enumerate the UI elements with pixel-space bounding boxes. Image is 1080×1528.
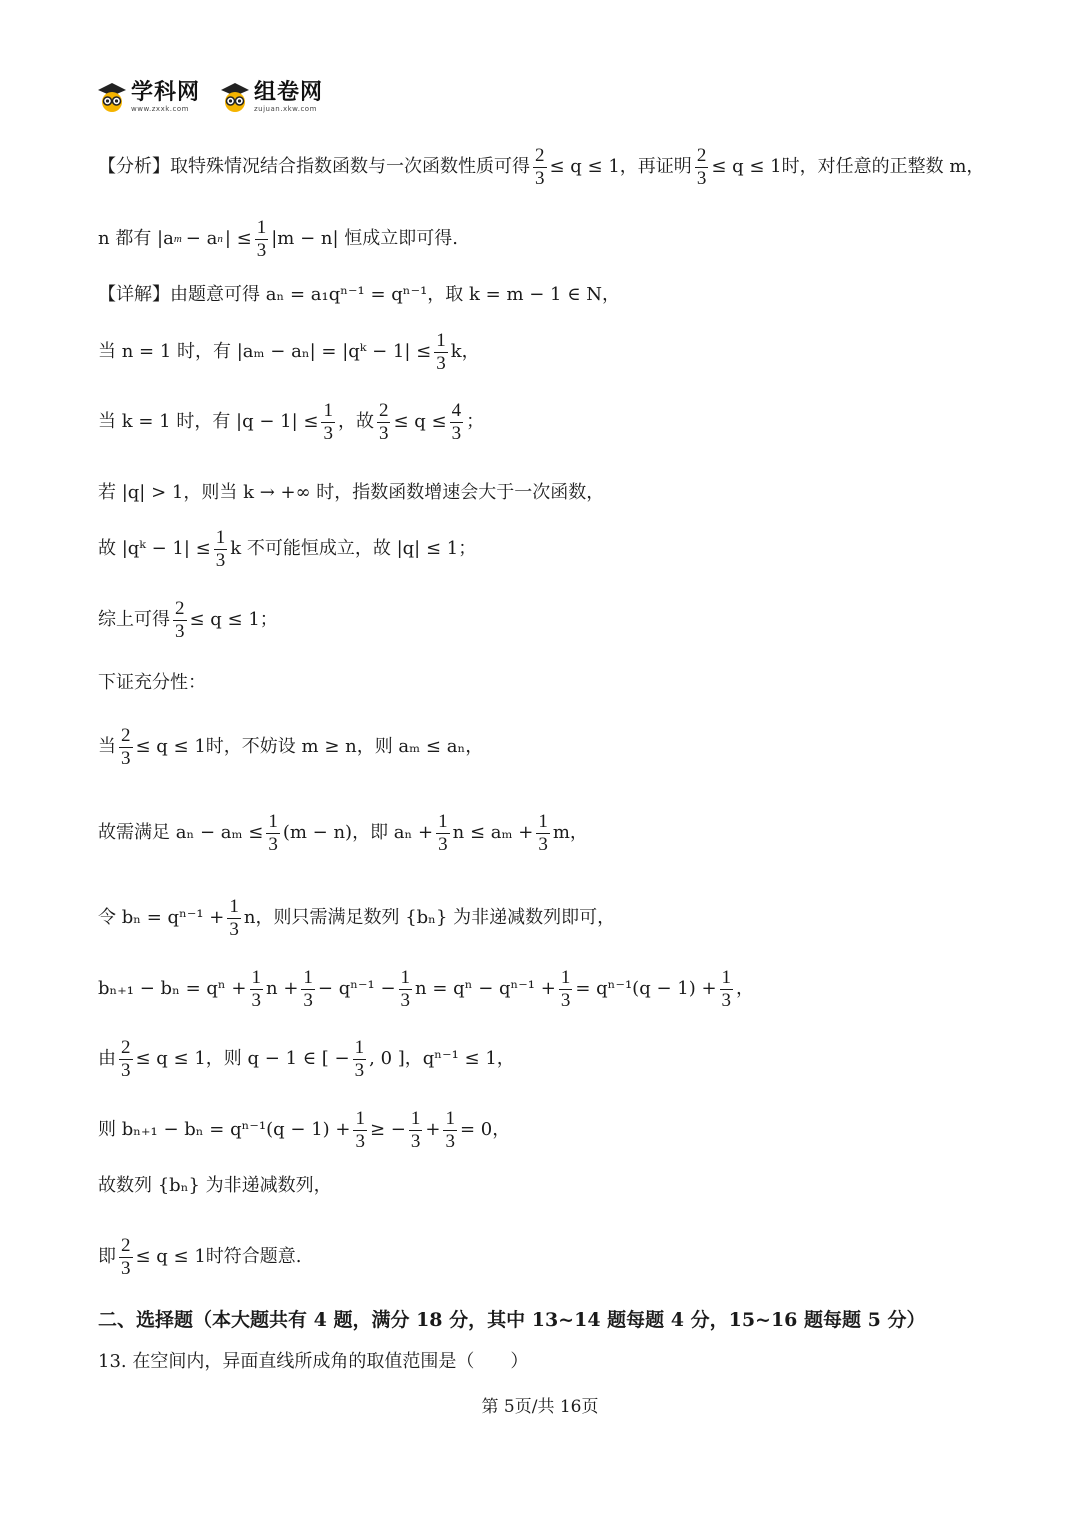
- text: ≤ q ≤ 1，再证明: [549, 156, 692, 177]
- numerator: 1: [560, 966, 571, 988]
- text: n = qⁿ − qⁿ⁻¹ +: [415, 978, 556, 999]
- text: m，: [552, 822, 588, 843]
- detail-line-2: [98, 327, 990, 377]
- text: ≤ q ≤ 1时，不妨设 m ≥ n，则 aₘ ≤ aₙ，: [135, 736, 484, 757]
- text: ≥ −: [369, 1119, 406, 1140]
- fraction: [214, 527, 228, 572]
- text: 令 bₙ = qⁿ⁻¹ +: [98, 907, 225, 928]
- numerator: 2: [121, 1036, 131, 1058]
- fraction: [399, 967, 413, 1012]
- fraction: [119, 1235, 133, 1280]
- denominator: 3: [410, 1130, 421, 1152]
- detail-line-14: [98, 1174, 990, 1198]
- text: 当 k = 1 时，有 |q − 1| ≤: [98, 411, 319, 432]
- numerator: 2: [121, 1234, 131, 1256]
- page-number: 第 5页/共 16页: [481, 1397, 599, 1417]
- denominator: 3: [438, 833, 448, 855]
- denominator: 3: [535, 167, 545, 189]
- denominator: 3: [436, 352, 446, 374]
- text: +: [425, 1119, 441, 1140]
- text: n 都有 |a: [98, 228, 174, 249]
- detail-line-8: [98, 722, 990, 772]
- detail-line-7: [98, 671, 990, 695]
- detail-line-9: [98, 808, 990, 858]
- text: 若 |q| > 1，则当 k → +∞ 时，指数函数增速会大于一次函数，: [98, 482, 605, 503]
- logo-url: www.zxxk.com: [131, 104, 189, 113]
- numerator: 1: [268, 810, 278, 832]
- numerator: 1: [256, 216, 267, 238]
- numerator: 2: [121, 724, 131, 746]
- numerator: 2: [696, 144, 707, 166]
- denominator: 3: [121, 1059, 131, 1081]
- text: 13. 在空间内，异面直线所成角的取值范围是（ ）: [98, 1351, 529, 1372]
- text: ，故: [337, 411, 374, 432]
- text: 下证充分性：: [98, 672, 206, 693]
- fraction: [450, 400, 464, 445]
- numerator: 1: [445, 1107, 455, 1129]
- fraction: [301, 967, 315, 1012]
- detail-line-4: [98, 481, 990, 505]
- numerator: 1: [303, 966, 313, 988]
- text: ≤ q ≤ 1时，对任意的正整数 m，: [711, 156, 985, 177]
- numerator: 1: [229, 895, 239, 917]
- logo-name: 学科网: [131, 79, 201, 105]
- text: ，: [736, 978, 755, 999]
- numerator: 2: [378, 399, 389, 421]
- text: ；: [466, 411, 485, 432]
- numerator: 1: [410, 1107, 421, 1129]
- denominator: 3: [538, 833, 548, 855]
- text: k，: [450, 341, 480, 362]
- fraction: [353, 1108, 367, 1153]
- logo-name: 组卷网: [254, 79, 324, 105]
- text: 【详解】由题意可得 aₙ = a₁qⁿ⁻¹ = qⁿ⁻¹，取 k = m − 1 ∈ N，: [98, 284, 621, 305]
- numerator: 2: [175, 597, 185, 619]
- analysis-line-1: [98, 142, 990, 192]
- owl-icon: [218, 80, 252, 114]
- detail-line-3: [98, 397, 990, 447]
- text: 故 |qᵏ − 1| ≤: [98, 538, 211, 559]
- denominator: 3: [696, 167, 707, 189]
- denominator: 3: [268, 833, 278, 855]
- text: − qⁿ⁻¹ −: [317, 978, 396, 999]
- numerator: 1: [436, 329, 446, 351]
- fraction: [695, 145, 709, 190]
- text: 综上可得: [98, 609, 170, 630]
- numerator: 1: [323, 399, 333, 421]
- fraction: [173, 598, 187, 643]
- text: 故数列 {bₙ} 为非递减数列，: [98, 1175, 332, 1196]
- numerator: 1: [215, 526, 226, 548]
- text: = 0，: [459, 1119, 511, 1140]
- text: 故需满足 aₙ − aₘ ≤: [98, 822, 264, 843]
- numerator: 2: [535, 144, 545, 166]
- fraction: [377, 400, 391, 445]
- fraction: [353, 1037, 367, 1082]
- detail-line-6: [98, 595, 990, 645]
- fraction: [443, 1108, 457, 1153]
- numerator: 1: [438, 810, 448, 832]
- text: ≤ q ≤ 1，则 q − 1 ∈ [ −: [135, 1048, 350, 1069]
- denominator: 3: [323, 422, 333, 444]
- numerator: 1: [721, 966, 732, 988]
- logo-url: zujuan.xkw.com: [254, 104, 317, 113]
- analysis-line-2: n 都有 |a m − a n | ≤ $\frac{1}{3}$ |m − n| 恒成立即可得.: [98, 216, 458, 261]
- owl-icon: [95, 80, 129, 114]
- numerator: 4: [451, 399, 462, 421]
- denominator: 3: [215, 549, 226, 571]
- text: n，则只需满足数列 {bₙ} 为非递减数列即可，: [243, 907, 616, 928]
- denominator: 3: [378, 422, 389, 444]
- fraction: [250, 967, 264, 1012]
- fraction: [119, 1037, 133, 1082]
- text: 二、选择题（本大题共有 4 题，满分 18 分，其中 13~14 题每题 4 分，15~16 题每题 5 分）: [98, 1309, 926, 1331]
- denominator: 3: [229, 918, 239, 940]
- numerator: 1: [251, 966, 261, 988]
- denominator: 3: [560, 989, 571, 1011]
- text: ≤ q ≤ 1；: [189, 609, 278, 630]
- fraction: [559, 967, 573, 1012]
- text: 由: [98, 1048, 116, 1069]
- question-13: [98, 1350, 990, 1374]
- text: 【分析】取特殊情况结合指数函数与一次函数性质可得: [98, 156, 530, 177]
- text: , 0 ]，qⁿ⁻¹ ≤ 1，: [369, 1048, 515, 1069]
- fraction: [434, 330, 448, 375]
- section-heading: [98, 1308, 990, 1332]
- numerator: 1: [355, 1107, 365, 1129]
- text: ≤ q ≤: [393, 411, 447, 432]
- numerator: 1: [354, 1036, 365, 1058]
- text: ≤ q ≤ 1时符合题意.: [135, 1246, 302, 1267]
- numerator: 1: [538, 810, 548, 832]
- fraction: [436, 811, 450, 856]
- fraction: [533, 145, 547, 190]
- denominator: 3: [400, 989, 411, 1011]
- text: | ≤: [224, 228, 252, 249]
- fraction: [227, 896, 241, 941]
- fraction: [720, 967, 734, 1012]
- denominator: 3: [451, 422, 462, 444]
- zujuan-logo: [218, 80, 323, 114]
- zxxk-logo: [95, 80, 200, 114]
- detail-line-12: [98, 1034, 990, 1084]
- text: n ≤ aₘ +: [452, 822, 534, 843]
- denominator: 3: [175, 620, 185, 642]
- text: |m − n| 恒成立即可得.: [271, 228, 458, 249]
- fraction: [266, 811, 280, 856]
- denominator: 3: [721, 989, 732, 1011]
- denominator: 3: [445, 1130, 455, 1152]
- denominator: 3: [121, 1257, 131, 1279]
- fraction: [119, 725, 133, 770]
- denominator: 3: [251, 989, 261, 1011]
- detail-line-11: [98, 964, 990, 1014]
- detail-line-5: [98, 524, 990, 574]
- text: = qⁿ⁻¹(q − 1) +: [575, 978, 717, 999]
- detail-line-10: [98, 893, 990, 943]
- detail-line-1: [98, 283, 990, 307]
- detail-line-15: [98, 1232, 990, 1282]
- denominator: 3: [355, 1130, 365, 1152]
- fraction: [321, 400, 335, 445]
- text: (m − n)，即 aₙ +: [282, 822, 434, 843]
- text: − a: [185, 228, 218, 249]
- denominator: 3: [256, 239, 267, 261]
- fraction: [409, 1108, 423, 1153]
- text: 当: [98, 736, 116, 757]
- text: 则 bₙ₊₁ − bₙ = qⁿ⁻¹(q − 1) +: [98, 1119, 351, 1140]
- numerator: 1: [400, 966, 411, 988]
- fraction: [536, 811, 550, 856]
- text: 即: [98, 1246, 116, 1267]
- denominator: 3: [121, 747, 131, 769]
- denominator: 3: [354, 1059, 365, 1081]
- detail-line-13: [98, 1105, 990, 1155]
- text: n +: [266, 978, 299, 999]
- fraction: [255, 217, 269, 262]
- text: 当 n = 1 时，有 |aₘ − aₙ| = |qᵏ − 1| ≤: [98, 341, 432, 362]
- text: k 不可能恒成立，故 |q| ≤ 1；: [230, 538, 477, 559]
- text: bₙ₊₁ − bₙ = qⁿ +: [98, 978, 247, 999]
- denominator: 3: [303, 989, 313, 1011]
